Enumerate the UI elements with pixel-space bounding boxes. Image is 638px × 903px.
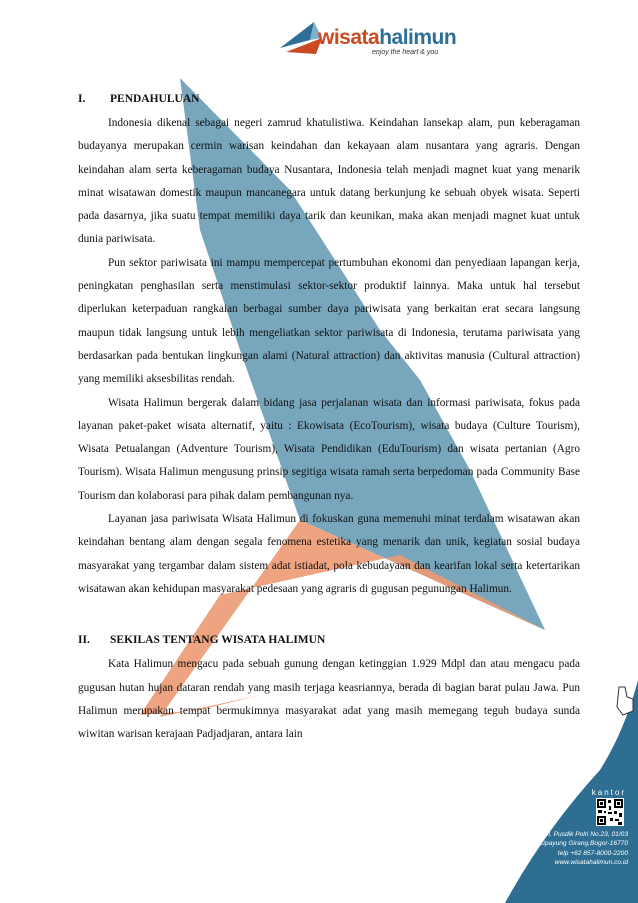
document-body (78, 90, 580, 746)
address-street: Jl. Pusdik Polri No.23, 01/03 (545, 831, 628, 838)
address-website[interactable]: www.wisatahalimun.co.id (554, 859, 628, 867)
pointing-hand-icon (617, 687, 633, 715)
section-number: I. (78, 93, 86, 105)
section-heading-sekilas (78, 631, 580, 649)
paragraph: Kata Halimun mengacu pada sebuah gunung dengan ketinggian 1.929 Mdpl dan atau mengacu pada gugusan hutan hujan dataran rendah yang masih terjaga keasriannya, berada di bagian barat pulau Jawa. Pun Halimun merupakan tempat bermukimnya masyarakat adat yang masih memegang teguh budaya sunda wiwitan warisan kerajaan Padjadjaran, antara lain (78, 658, 580, 741)
paragraph: Layanan jasa pariwisata Wisata Halimun di fokuskan guna memenuhi minat terdalam wisatawan akan keindahan bentang alam dengan segala fenomena estetika yang menarik dan unik, kegiatan sosial budaya masyarakat yang tergambar dalam sistem adat istiadat, pola kebudayaan dan kearifan lokal serta ketertarikan wisatawan akan kehidupan masyarakat pedesaan yang agraris di gugusan pegunungan Halimun. (78, 513, 580, 595)
logo-word-halimun: halimun (379, 26, 457, 49)
section-title: PENDAHULUAN (110, 93, 200, 105)
section-heading-pendahuluan (78, 90, 580, 108)
section-number: II. (78, 634, 90, 647)
company-logo (280, 14, 470, 64)
address-phone: telp +62 857-8000-2200 (557, 849, 628, 857)
address-city: Cipayung Girang,Bogor-16770 (538, 840, 628, 848)
paragraph: Wisata Halimun bergerak dalam bidang jasa perjalanan wisata dan informasi pariwisata, fokus pada layanan paket-paket wisata alternatif, yaitu : Ekowisata (EcoTourism), wisata budaya (Culture Tourism), Wisata Petualangan (Adventure Tourism), Wisata Pendidikan (EduTourism) dan wisata pertanian (Agro Tourism). Wisata Halimun mengusung prinsip segitiga wisata ramah serta berpedoman pada Community Base Tourism dan kolaborasi para pihak dalam pembangunan nya. (78, 396, 580, 502)
paragraph: Indonesia dikenal sebagai negeri zamrud khatulistiwa. Keindahan lansekap alam, pun keberagaman budayanya merupakan cermin warisan keindahan dan kekayaan alam nusantara yang agraris. Dengan keindahan alam serta keberagaman budaya Nusantara, Indonesia telah menjadi magnet kuat yang menarik minat wisatawan domestik maupun mancanegara untuk datang berkunjung ke sebuah obyek wisata. Seperti pada dasarnya, jika suatu tempat memiliki daya tarik dan keunikan, maka akan menjadi magnet kuat untuk dunia pariwisata. (78, 117, 580, 246)
logo-word-wisata: wisata (318, 26, 380, 49)
logo-wordmark (318, 26, 456, 50)
kantor-label: kantor (591, 788, 626, 797)
paragraph: Pun sektor pariwisata ini mampu mempercepat pertumbuhan ekonomi dan penyediaan lapangan kerja, peningkatan penghasilan serta menstimulasi sektor-sektor produktif lainnya. Maka untuk hal tersebut diperlukan keterpaduan rangkaian berbagai sumber daya pariwisata yang berkaitan erat secara langsung maupun tidak langsung untuk lebih mengeliatkan sektor pariwisata di Indonesia, terutama pariwisata yang berdasarkan pada bentukan lingkungan alami (Natural attraction) dan aktivitas manusia (Cultural attraction) yang memiliki aksesbilitas rendah. (78, 256, 580, 386)
qr-code-icon (596, 798, 624, 826)
section-title: SEKILAS TENTANG WISATA HALIMUN (110, 634, 326, 647)
office-address (539, 830, 628, 868)
logo-tagline: enjoy the heart & you (372, 49, 439, 56)
